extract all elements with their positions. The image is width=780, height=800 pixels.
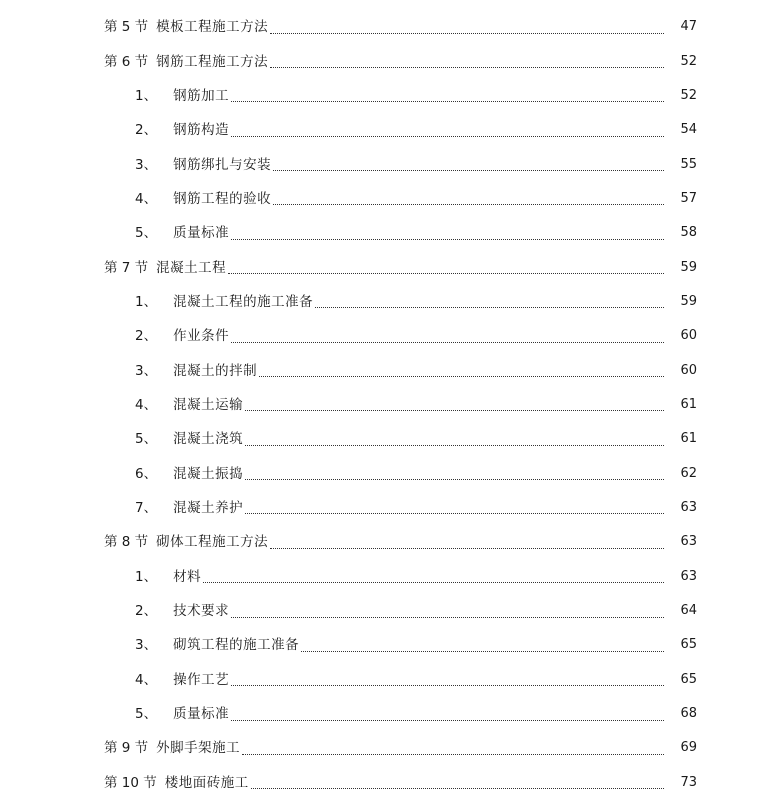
toc-entry-number: 2、 — [135, 328, 158, 345]
toc-subsection-entry[interactable] — [0, 388, 780, 422]
toc-entry-label — [104, 534, 268, 550]
toc-dot-leader — [245, 503, 664, 514]
toc-entry-label — [104, 19, 268, 35]
toc-entry-number: 6、 — [135, 465, 158, 482]
toc-page-number: 73 — [680, 774, 697, 790]
toc-entry-number: 3、 — [135, 156, 158, 173]
toc-section-entry[interactable] — [0, 731, 780, 765]
toc-dot-leader — [245, 469, 664, 480]
toc-entry-label — [135, 294, 313, 310]
toc-dot-leader — [242, 744, 664, 755]
toc-dot-leader — [270, 538, 664, 549]
toc-subsection-entry[interactable] — [0, 182, 780, 216]
toc-entry-number: 1、 — [135, 568, 158, 585]
toc-subsection-entry[interactable] — [0, 491, 780, 525]
toc-page-number: 63 — [680, 499, 697, 515]
toc-dot-leader — [228, 263, 664, 274]
table-of-contents — [0, 10, 780, 800]
toc-subsection-entry[interactable] — [0, 216, 780, 250]
toc-dot-leader — [231, 675, 664, 686]
toc-entry-label — [135, 225, 229, 241]
toc-dot-leader — [231, 126, 664, 137]
toc-entry-label — [135, 363, 257, 379]
toc-entry-number: 5、 — [135, 706, 158, 723]
toc-page-number: 63 — [680, 534, 697, 550]
toc-subsection-entry[interactable] — [0, 697, 780, 731]
toc-page-number: 58 — [680, 225, 697, 241]
toc-entry-title: 混凝土工程 — [156, 259, 227, 276]
toc-entry-title: 混凝土运输 — [173, 396, 244, 413]
toc-entry-title: 钢筋工程施工方法 — [156, 53, 269, 70]
toc-subsection-entry[interactable] — [0, 79, 780, 113]
toc-entry-number: 3、 — [135, 362, 158, 379]
toc-dot-leader — [203, 572, 664, 583]
toc-entry-number: 第 10 节 — [104, 774, 157, 791]
toc-entry-title: 技术要求 — [173, 603, 230, 620]
toc-entry-label — [135, 88, 229, 104]
toc-entry-label — [135, 500, 243, 516]
toc-page-number: 62 — [680, 465, 697, 481]
toc-subsection-entry[interactable] — [0, 663, 780, 697]
toc-section-entry[interactable] — [0, 44, 780, 78]
toc-entry-number: 1、 — [135, 87, 158, 104]
toc-section-entry[interactable] — [0, 250, 780, 284]
toc-entry-label — [135, 637, 299, 653]
toc-dot-leader — [231, 332, 664, 343]
toc-page-number: 55 — [680, 156, 697, 172]
toc-entry-label — [135, 706, 229, 722]
toc-entry-number: 7、 — [135, 499, 158, 516]
toc-entry-label — [104, 740, 240, 756]
toc-subsection-entry[interactable] — [0, 285, 780, 319]
toc-entry-number: 5、 — [135, 431, 158, 448]
toc-entry-number: 第 5 节 — [104, 19, 149, 36]
toc-entry-number: 1、 — [135, 293, 158, 310]
toc-page-number: 60 — [680, 362, 697, 378]
toc-entry-label — [135, 191, 271, 207]
toc-entry-number: 2、 — [135, 122, 158, 139]
toc-entry-label — [135, 672, 229, 688]
toc-page-number: 52 — [680, 53, 697, 69]
toc-subsection-entry[interactable] — [0, 594, 780, 628]
toc-dot-leader — [231, 710, 664, 721]
toc-subsection-entry[interactable] — [0, 422, 780, 456]
toc-entry-title: 混凝土浇筑 — [173, 431, 244, 448]
toc-dot-leader — [315, 297, 664, 308]
toc-subsection-entry[interactable] — [0, 353, 780, 387]
toc-entry-title: 质量标准 — [173, 225, 230, 242]
toc-entry-label — [135, 569, 201, 585]
toc-dot-leader — [245, 435, 664, 446]
toc-entry-label — [135, 603, 229, 619]
toc-entry-title: 钢筋构造 — [173, 122, 230, 139]
toc-subsection-entry[interactable] — [0, 147, 780, 181]
toc-section-entry[interactable] — [0, 766, 780, 800]
toc-subsection-entry[interactable] — [0, 456, 780, 490]
toc-dot-leader — [231, 91, 664, 102]
toc-entry-label — [135, 397, 243, 413]
toc-section-entry[interactable] — [0, 10, 780, 44]
toc-subsection-entry[interactable] — [0, 319, 780, 353]
toc-page-number: 64 — [680, 603, 697, 619]
toc-entry-title: 钢筋绑扎与安装 — [173, 156, 272, 173]
toc-entry-title: 楼地面砖施工 — [164, 774, 249, 791]
toc-entry-number: 5、 — [135, 225, 158, 242]
toc-entry-label — [104, 260, 226, 276]
toc-entry-label — [135, 431, 243, 447]
toc-page-number: 63 — [680, 568, 697, 584]
toc-entry-number: 第 6 节 — [104, 53, 149, 70]
toc-entry-title: 砌筑工程的施工准备 — [173, 637, 300, 654]
toc-page-number: 69 — [680, 740, 697, 756]
toc-page-number: 65 — [680, 637, 697, 653]
toc-dot-leader — [273, 160, 664, 171]
toc-entry-title: 钢筋加工 — [173, 87, 230, 104]
toc-entry-number: 2、 — [135, 603, 158, 620]
toc-page-number: 57 — [680, 190, 697, 206]
toc-entry-title: 混凝土的拌制 — [173, 362, 258, 379]
toc-dot-leader — [231, 607, 664, 618]
toc-entry-title: 质量标准 — [173, 706, 230, 723]
toc-page-number: 68 — [680, 706, 697, 722]
toc-entry-label — [104, 775, 249, 791]
toc-dot-leader — [251, 778, 664, 789]
toc-entry-title: 混凝土工程的施工准备 — [173, 293, 314, 310]
toc-entry-label — [135, 328, 229, 344]
toc-entry-number: 4、 — [135, 190, 158, 207]
toc-page-number: 47 — [680, 19, 697, 35]
toc-dot-leader — [231, 229, 664, 240]
toc-page-number: 59 — [680, 259, 697, 275]
toc-entry-title: 操作工艺 — [173, 671, 230, 688]
toc-entry-title: 作业条件 — [173, 328, 230, 345]
toc-page-number: 52 — [680, 87, 697, 103]
toc-dot-leader — [301, 641, 664, 652]
toc-dot-leader — [259, 366, 664, 377]
toc-page-number: 54 — [680, 122, 697, 138]
toc-subsection-entry[interactable] — [0, 628, 780, 662]
toc-entry-number: 第 9 节 — [104, 740, 149, 757]
toc-entry-number: 3、 — [135, 637, 158, 654]
toc-page-number: 60 — [680, 328, 697, 344]
toc-entry-title: 混凝土养护 — [173, 499, 244, 516]
toc-page-number: 65 — [680, 671, 697, 687]
toc-entry-title: 砌体工程施工方法 — [156, 534, 269, 551]
toc-entry-title: 钢筋工程的验收 — [173, 190, 272, 207]
toc-subsection-entry[interactable] — [0, 560, 780, 594]
toc-entry-title: 外脚手架施工 — [156, 740, 241, 757]
toc-entry-title: 模板工程施工方法 — [156, 19, 269, 36]
toc-entry-title: 材料 — [173, 568, 202, 585]
toc-dot-leader — [273, 194, 664, 205]
toc-entry-label — [104, 54, 268, 70]
toc-page-number: 61 — [680, 431, 697, 447]
toc-dot-leader — [270, 23, 664, 34]
toc-entry-number: 4、 — [135, 396, 158, 413]
toc-entry-label — [135, 122, 229, 138]
toc-subsection-entry[interactable] — [0, 113, 780, 147]
toc-entry-label — [135, 466, 243, 482]
toc-entry-number: 第 7 节 — [104, 259, 149, 276]
toc-dot-leader — [270, 57, 664, 68]
toc-dot-leader — [245, 400, 664, 411]
toc-entry-number: 4、 — [135, 671, 158, 688]
toc-page-number: 59 — [680, 293, 697, 309]
toc-section-entry[interactable] — [0, 525, 780, 559]
toc-entry-number: 第 8 节 — [104, 534, 149, 551]
toc-page-number: 61 — [680, 396, 697, 412]
toc-entry-label — [135, 157, 271, 173]
toc-entry-title: 混凝土振捣 — [173, 465, 244, 482]
